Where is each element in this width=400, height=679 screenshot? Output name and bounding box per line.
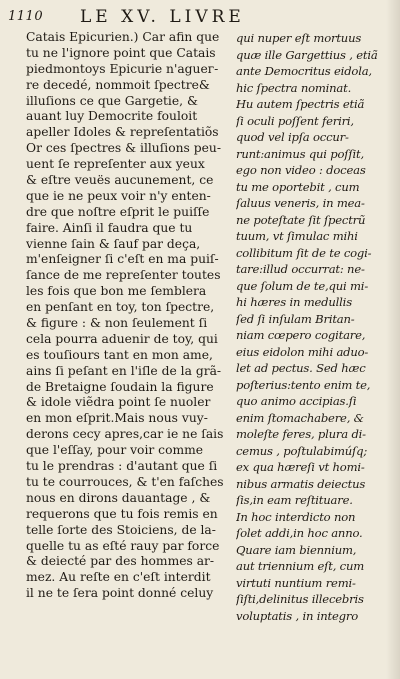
french-text-line: de Bretaigne ſoudain la figure — [26, 379, 214, 394]
latin-text-line: quæ ille Gargettius , etiã — [236, 47, 378, 62]
latin-text-line: runt:animus qui poſſit, — [236, 146, 364, 161]
latin-text-line: ego non video : doceas — [236, 163, 366, 177]
french-text-line: es touſiours tant en mon ame, — [26, 347, 213, 362]
latin-text-line: ſed ſi inſulam Britan- — [236, 311, 355, 326]
french-text-line: derons cecy apres,car ie ne ſais — [26, 427, 224, 442]
latin-text-line: ne poteſtate ſit ſpectrũ — [236, 212, 366, 227]
latin-text-line: cemus , poſtulabimúſq; — [236, 443, 368, 458]
french-text-line: Or ces ſpectres & illuſions peu- — [26, 141, 221, 156]
latin-text-line: ante Democritus eidola, — [236, 64, 372, 78]
latin-text-line: que ſolum de te,qui mi- — [236, 278, 369, 293]
french-text-line: que l'eſſay, pour voir comme — [26, 443, 204, 458]
french-text-line: m'enſeigner ſi c'eſt en ma puiſ- — [26, 252, 219, 267]
latin-text-line: hi hæres in medullis — [236, 295, 352, 309]
french-text-line: en mon eſprit.Mais nous vuy- — [26, 411, 208, 426]
running-head: LE XV. LIVRE — [80, 7, 245, 27]
french-text-line: requerons que tu fois remis en — [26, 506, 218, 521]
latin-text-line: ſaluus veneris, in mea- — [236, 196, 365, 210]
latin-text-line: Quare iam biennium, — [236, 542, 357, 557]
latin-text-line: aut triennium eſt, cum — [236, 559, 365, 573]
french-text-line: nous en dirons dauantage , & — [26, 490, 211, 505]
page-header — [8, 7, 380, 29]
latin-text-line: poſterius:tento enim te, — [236, 377, 371, 392]
latin-text-line: quod vel ipſa occur- — [236, 130, 349, 144]
french-text-line: apeller Idoles & repreſentatiõs — [26, 125, 219, 140]
french-text-line: les fois que bon me ſemblera — [26, 284, 207, 299]
french-text-line: quelle tu as eſté rauy par force — [26, 538, 220, 553]
french-text-line: Catais Epicurien.) Car afin que — [26, 30, 220, 44]
french-text-line: vienne ſain & ſauf par deça, — [26, 236, 201, 251]
french-text-line: & idole viẽdra point ſe nuoler — [26, 395, 211, 410]
latin-text-line: ſolet addi,in hoc anno. — [236, 526, 363, 540]
french-text-line: faire. Ainſi il faudra que tu — [26, 220, 193, 235]
french-text-line: il ne te ſera point donné celuy — [26, 586, 214, 601]
latin-text-line: Hu autem ſpectris etiã — [236, 97, 365, 111]
latin-text-line: tu me oportebit , cum — [236, 179, 360, 194]
french-text-line: cela pourra aduenir de toy, qui — [26, 331, 218, 346]
french-text-line: que ie ne peux voir n'y enten- — [26, 188, 211, 203]
french-text-line: & eſtre veuës aucunement, ce — [26, 173, 214, 188]
french-text-line: en penſant en toy, ton ſpectre, — [26, 300, 215, 315]
latin-text-line: ſis,in eam reſtituare. — [236, 493, 353, 507]
french-text-line: auant luy Democrite fouloit — [26, 109, 198, 124]
latin-text-line: voluptatis , in integro — [236, 608, 358, 623]
latin-text-line: qui nuper eſt mortuus — [236, 31, 362, 45]
french-text-line: dre que noſtre eſprit le puiſſe — [26, 204, 210, 219]
latin-text-line: ex qua hæreſi vt homi- — [236, 460, 365, 474]
french-text-line: tu le prendras : d'autant que ſi — [26, 459, 218, 474]
french-text-line: tu ne l'ignore point que Catais — [26, 45, 216, 60]
latin-text-column — [236, 30, 384, 624]
french-text-line: illuſions ce que Gargetie, & — [26, 93, 198, 108]
french-text-column — [26, 30, 230, 602]
latin-text-line: tuum, vt ſimulac mihi — [236, 229, 358, 243]
french-text-line: re decedé, nommoit ſpectre& — [26, 77, 210, 92]
latin-text-line: moleſte feres, plura di- — [236, 427, 366, 441]
french-text-line: piedmontoys Epicurie n'agueг- — [26, 61, 219, 76]
french-text-line: tu te courrouces, & t'en faſches — [26, 474, 224, 489]
latin-text-line: ſi oculi poſſent feriri, — [236, 113, 354, 128]
french-text-line: ains ſi peſant en l'iſle de la grã- — [26, 363, 222, 378]
latin-text-line: nibus armatis deiectus — [236, 476, 366, 491]
french-text-line: uent ſe repreſenter aux yeux — [26, 157, 205, 172]
latin-text-line: tare:illud occurrat: ne- — [236, 262, 365, 276]
page-number: 1110 — [8, 9, 44, 24]
french-text-line: ſance de me repreſenter toutes — [26, 268, 221, 283]
latin-text-line: ſiſti,delinitus illecebris — [236, 592, 364, 606]
latin-text-line: collibitum ſit de te cogi- — [236, 245, 372, 260]
latin-text-line: quo animo accipias.ſi — [236, 394, 357, 408]
french-text-line: & figure : & non ſeulement ſi — [26, 316, 208, 331]
latin-text-line: let ad pectus. Sed hæc — [236, 361, 366, 375]
latin-text-line: eius eidolon mihi aduo- — [236, 344, 369, 359]
latin-text-line: In hoc interdicto non — [236, 509, 356, 524]
latin-text-line: hic ſpectra nominat. — [236, 80, 352, 95]
latin-text-line: niam cœpero cogitare, — [236, 328, 366, 342]
french-text-line: & deiecté par des hommes ar- — [26, 554, 215, 569]
french-text-line: mez. Au reſte en c'eſt interdit — [26, 570, 211, 585]
latin-text-line: enim ſtomachabere, & — [236, 410, 364, 425]
french-text-line: telle ſorte des Stoiciens, de la- — [26, 522, 216, 537]
latin-text-line: virtuti nuntium remi- — [236, 575, 356, 590]
